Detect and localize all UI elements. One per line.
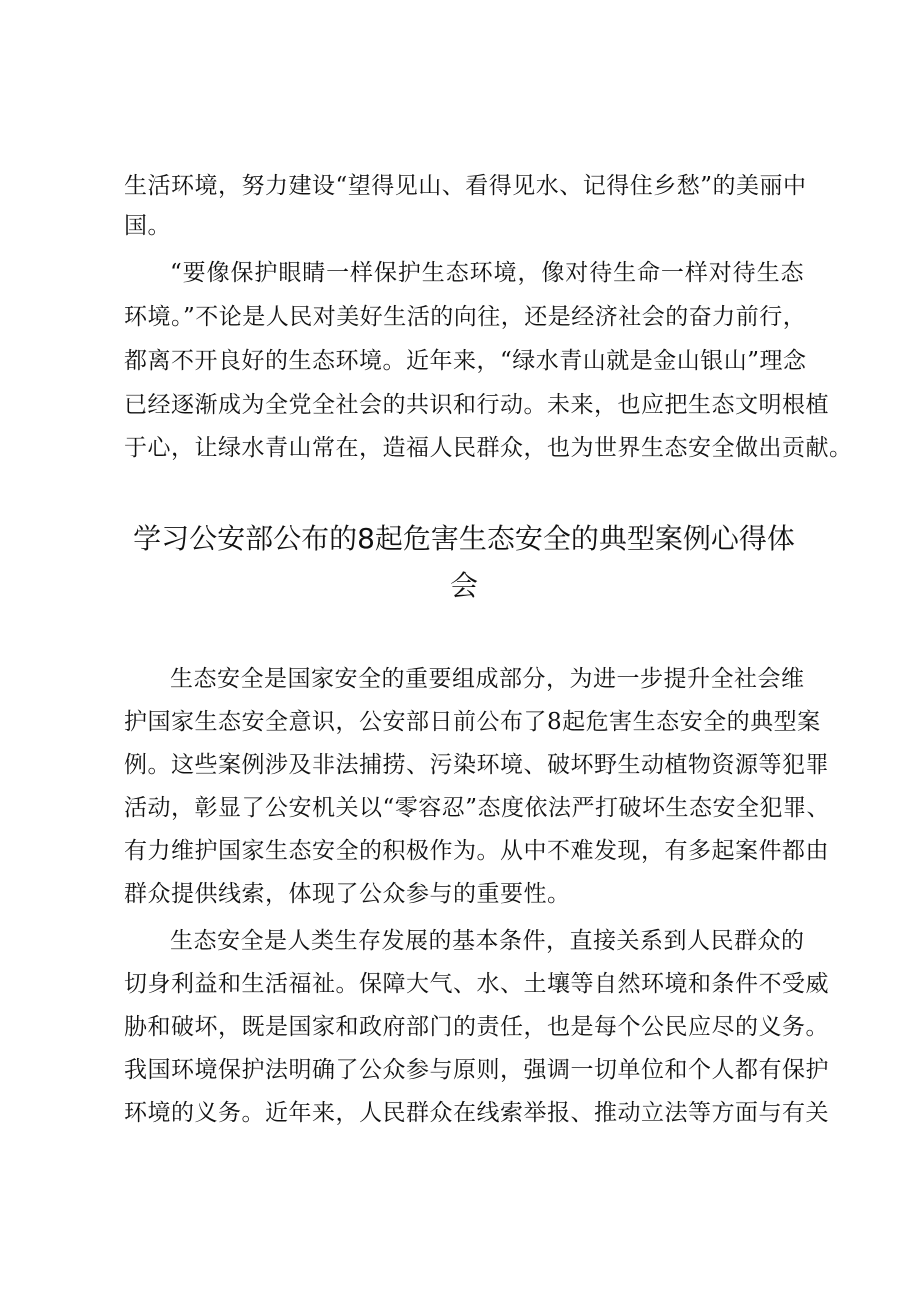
paragraph-line: 环境的义务。近年来，人民群众在线索举报、推动立法等方面与有关 — [124, 1100, 829, 1126]
paragraph-line: 生态安全是国家安全的重要组成部分，为进一步提升全社会维 — [170, 666, 805, 692]
paragraph-line: 例。这些案例涉及非法捕捞、污染环境、破坏野生动植物资源等犯罪 — [124, 752, 829, 778]
paragraph-line: 群众提供线索，体现了公众参与的重要性。 — [124, 881, 571, 907]
paragraph-line: 生态安全是人类生存发展的基本条件，直接关系到人民群众的 — [170, 928, 805, 954]
paragraph-line: 切身利益和生活福祉。保障大气、水、土壤等自然环境和条件不受威 — [124, 971, 829, 997]
paragraph-line: 有力维护国家生态安全的积极作为。从中不难发现，有多起案件都由 — [124, 838, 829, 864]
article-title-continued: 会 — [449, 569, 478, 602]
paragraph-line: 我国环境保护法明确了公众参与原则，强调一切单位和个人都有保护 — [124, 1057, 829, 1083]
article-title: 学习公安部公布的8起危害生态安全的典型案例心得体 — [133, 522, 795, 555]
paragraph-line: 都离不开良好的生态环境。近年来，“绿水青山就是金山银山”理念 — [124, 348, 807, 374]
paragraph-line: 国。 — [124, 213, 171, 239]
paragraph-line: 护国家生态安全意识，公安部日前公布了8起危害生态安全的典型案 — [124, 709, 821, 735]
paragraph-line: 已经逐渐成为全党全社会的共识和行动。未来，也应把生态文明根植 — [124, 392, 829, 418]
paragraph-line: 活动，彰显了公安机关以“零容忍”态度依法严打破坏生态安全犯罪、 — [124, 795, 831, 821]
paragraph-line: “要像保护眼睛一样保护生态环境，像对待生命一样对待生态 — [170, 260, 804, 286]
paragraph-line: 胁和破坏，既是国家和政府部门的责任，也是每个公民应尽的义务。 — [124, 1014, 829, 1040]
paragraph-line: 环境。”不论是人民对美好生活的向往，还是经济社会的奋力前行， — [124, 304, 807, 330]
paragraph-line: 生活环境，努力建设“望得见山、看得见水、记得住乡愁”的美丽中 — [124, 173, 807, 199]
paragraph-line: 于心，让绿水青山常在，造福人民群众，也为世界生态安全做出贡献。 — [124, 435, 853, 461]
